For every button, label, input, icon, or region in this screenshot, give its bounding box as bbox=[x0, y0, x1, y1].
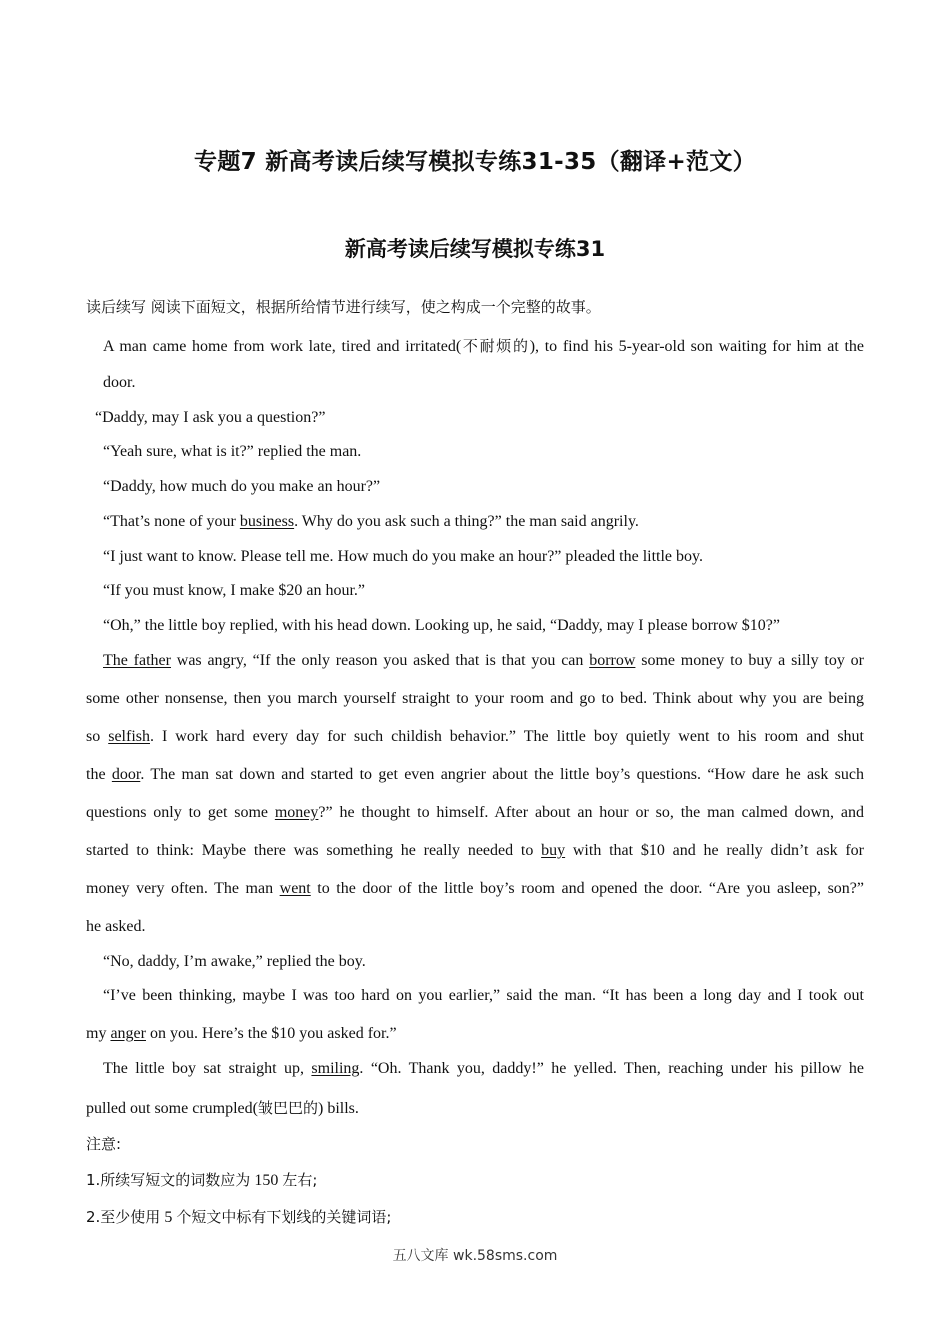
keyword-underlined: business bbox=[239, 513, 295, 530]
page-footer: 五八文库 wk.58sms.com bbox=[392, 1248, 558, 1264]
text-span: started to think: Maybe there was something he really needed to bbox=[86, 842, 542, 859]
note-item bbox=[86, 1169, 864, 1192]
task-instruction: 读后续写 阅读下面短文，根据所给情节进行续写，使之构成一个完整的故事。 bbox=[86, 298, 601, 316]
text-span: 个短文中标有下划线的关键词语; bbox=[176, 1208, 392, 1226]
note-item bbox=[86, 1206, 864, 1229]
keyword-underlined: anger bbox=[110, 1025, 146, 1042]
dialogue-line: “Yeah sure, what is it?” replied the man. bbox=[103, 443, 362, 460]
text-span: 150 bbox=[250, 1172, 283, 1189]
paragraph-line bbox=[86, 840, 864, 862]
dialogue-line bbox=[103, 511, 864, 533]
text-span: A man came home from work late, tired and irritated( bbox=[103, 338, 462, 355]
text-span: ) bills. bbox=[317, 1100, 359, 1117]
text-span: . Why do you ask such a thing?” the man said angrily. bbox=[294, 513, 639, 530]
keyword-underlined: buy bbox=[541, 842, 566, 859]
text-span: on you. Here’s the $10 you asked for.” bbox=[145, 1025, 397, 1042]
paragraph-line bbox=[103, 335, 864, 358]
text-span: pulled out some crumpled( bbox=[86, 1100, 258, 1117]
text-span: . The man sat down and started to get even angrier about the little boy’s questions. “How dare he ask such bbox=[140, 766, 865, 783]
keyword-underlined: borrow bbox=[589, 652, 636, 669]
paragraph-line: he asked. bbox=[86, 918, 146, 935]
paragraph-line bbox=[86, 802, 864, 824]
text-span: ?” he thought to himself. After about an hour or so, the man calmed down, and bbox=[318, 804, 864, 821]
text-span: was angry, “If the only reason you asked that is that you can bbox=[170, 652, 590, 669]
paragraph-line bbox=[103, 1058, 864, 1080]
chinese-gloss: 不耐烦的 bbox=[461, 337, 530, 355]
page-title: 专题7 新高考读后续写模拟专练31-35（翻译+范文） bbox=[194, 149, 756, 175]
text-span: so bbox=[86, 728, 109, 745]
paragraph-line bbox=[86, 726, 864, 748]
keyword-underlined: door bbox=[111, 766, 141, 783]
paragraph-line bbox=[86, 1097, 864, 1120]
text-span: to the door of the little boy’s room and opened the door. “Are you asleep, son?” bbox=[310, 880, 864, 897]
dialogue-line: “Daddy, how much do you make an hour?” bbox=[103, 478, 381, 495]
paragraph-line bbox=[86, 1023, 864, 1045]
text-span: “That’s none of your bbox=[103, 513, 240, 530]
text-span: 1.所续写短文的词数应为 bbox=[86, 1171, 251, 1189]
paragraph-line: “I’ve been thinking, maybe I was too hard on you earlier,” said the man. “It has been a long day and I took out bbox=[103, 987, 864, 1004]
text-span: The little boy sat straight up, bbox=[103, 1060, 312, 1077]
dialogue-line: “Daddy, may I ask you a question?” bbox=[95, 409, 326, 426]
paragraph-line bbox=[86, 764, 864, 786]
keyword-underlined: smiling bbox=[311, 1060, 360, 1077]
text-span: . I work hard every day for such childish behavior.” The little boy quietly went to his room and shut bbox=[150, 728, 864, 745]
text-span: money very often. The man bbox=[86, 880, 280, 897]
keyword-underlined: went bbox=[279, 880, 311, 897]
dialogue-line: “If you must know, I make $20 an hour.” bbox=[103, 582, 366, 599]
keyword-underlined: money bbox=[274, 804, 319, 821]
dialogue-line: “No, daddy, I’m awake,” replied the boy. bbox=[103, 953, 366, 970]
text-span: . “Oh. Thank you, daddy!” he yelled. Then, reaching under his pillow he bbox=[359, 1060, 865, 1077]
paragraph-line bbox=[103, 650, 864, 672]
text-span: my bbox=[86, 1025, 111, 1042]
paragraph-line bbox=[86, 878, 864, 900]
paragraph-line: door. bbox=[103, 374, 136, 391]
text-span: some money to buy a silly toy or bbox=[635, 652, 864, 669]
note-label: 注意: bbox=[86, 1135, 122, 1153]
keyword-underlined: selfish bbox=[108, 728, 150, 745]
paragraph-line: some other nonsense, then you march yourself straight to your room and go to bed. Think about why you are being bbox=[86, 690, 864, 707]
keyword-underlined: The father bbox=[103, 652, 171, 669]
dialogue-line: “Oh,” the little boy replied, with his head down. Looking up, he said, “Daddy, may I please borrow $10?” bbox=[103, 617, 781, 634]
text-span: questions only to get some bbox=[86, 804, 275, 821]
text-span: 2.至少使用 bbox=[86, 1208, 161, 1226]
chinese-gloss: 皱巴巴的 bbox=[257, 1099, 318, 1117]
text-span: the bbox=[86, 766, 112, 783]
section-title: 新高考读后续写模拟专练31 bbox=[344, 237, 606, 261]
text-span: 左右; bbox=[282, 1171, 318, 1189]
text-span: with that $10 and he really didn’t ask for bbox=[565, 842, 864, 859]
dialogue-line: “I just want to know. Please tell me. How much do you make an hour?” pleaded the little boy. bbox=[103, 548, 703, 565]
text-span: ), to find his 5-year-old son waiting for him at the bbox=[529, 338, 864, 355]
text-span: 5 bbox=[160, 1209, 177, 1226]
